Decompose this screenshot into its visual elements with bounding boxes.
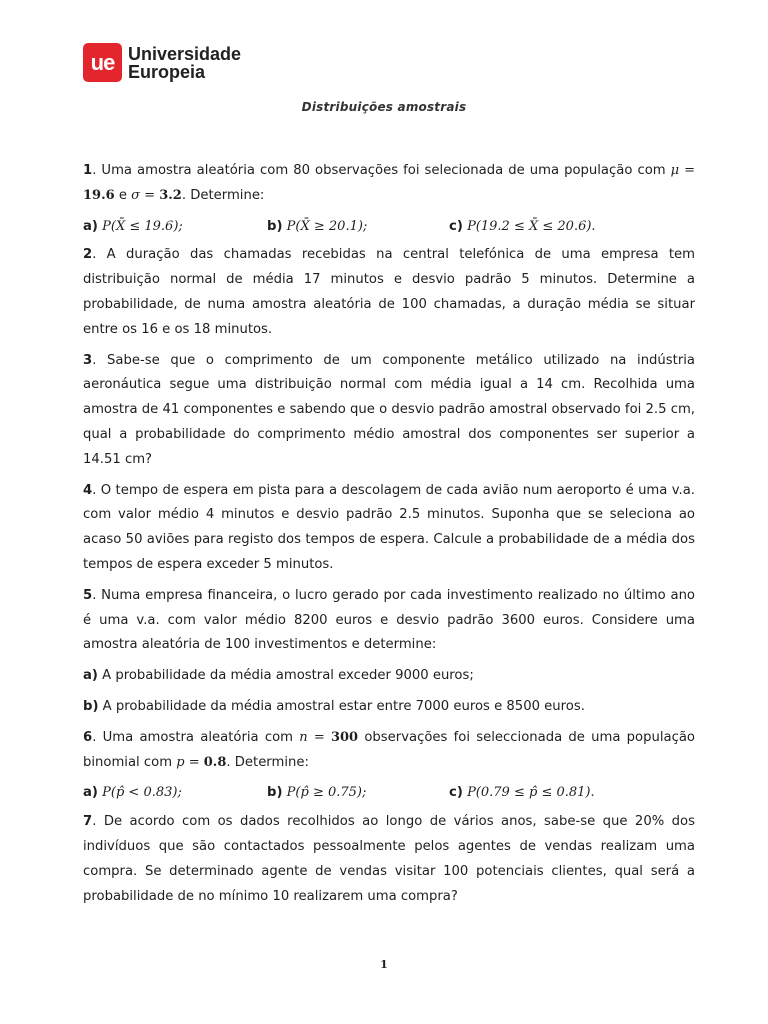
exercise-5-item-a: [83, 664, 695, 689]
item-expression: P(0.79 ≤ p̂ ≤ 0.81).: [467, 785, 595, 801]
sigma-value: 3.2: [159, 187, 182, 203]
exercise-7: [83, 810, 695, 909]
item-label: a): [83, 785, 98, 801]
page-title: Distribuições amostrais: [301, 100, 467, 114]
n-symbol: n =: [299, 729, 331, 745]
exercise-4: [83, 479, 695, 578]
logo-line-2: Europeia: [128, 61, 206, 82]
item-label: b): [267, 785, 283, 801]
exercise-text: . De acordo com os dados recolhidos ao longo de vários anos, sabe-se que 20% dos indivíduos que são contactados pessoalmente pelos agentes de vendas realizam uma compra. Se determinado agente de vendas visitar 100 potenciais clientes, qual será a probabilidade de no mínimo 10 realizarem uma compra?: [83, 814, 695, 904]
exercise-number: 6: [83, 729, 93, 745]
exercise-text-end: . Determine:: [181, 187, 265, 203]
item-text: A probabilidade da média amostral exceder 9000 euros;: [97, 668, 474, 684]
logo-line-1: Universidade: [128, 43, 242, 64]
exercise-number: 5: [83, 587, 93, 603]
logo-text: [128, 45, 241, 81]
item-label: c): [449, 785, 463, 801]
exercise-1-items: [83, 215, 695, 240]
university-logo: [83, 43, 241, 82]
exercise-text: . Numa empresa financeira, o lucro gerado por cada investimento realizado no último ano é uma v.a. com valor médio 8200 euros e desvio padrão 3600 euros. Considere uma amostra aleatória de 100 investimentos e determine:: [83, 587, 695, 653]
exercise-text-end: . Determine:: [226, 754, 309, 770]
item-c: [449, 215, 596, 240]
item-expression: P(p̂ < 0.83);: [102, 785, 182, 801]
exercise-6-items: [83, 781, 695, 806]
item-expression: P(p̂ ≥ 0.75);: [286, 785, 367, 801]
exercise-number: 2: [83, 247, 93, 263]
exercise-text: . A duração das chamadas recebidas na central telefónica de uma empresa tem distribuição normal de média 17 minutos e desvio padrão 5 minutos. Determine a probabilidade, de numa amostra aleatória de 100 chamadas, a duração média se situar entre os 16 e os 18 minutos.: [83, 247, 695, 337]
exercise-1: [83, 159, 695, 209]
item-b: [267, 781, 449, 806]
item-text: A probabilidade da média amostral estar entre 7000 euros e 8500 euros.: [98, 698, 585, 714]
item-expression: P(X̄ ≥ 20.1);: [286, 218, 368, 234]
item-expression: P(X̄ ≤ 19.6);: [102, 218, 183, 234]
item-label: c): [449, 218, 463, 234]
exercise-text: . O tempo de espera em pista para a descolagem de cada avião num aeroporto é uma v.a. com valor médio 4 minutos e desvio padrão 2.5 minutos. Suponha que se seleciona ao acaso 50 aviões para registo dos tempos de espera. Calcule a probabilidade de a média dos tempos de espera exceder 5 minutos.: [83, 482, 695, 572]
item-label: b): [267, 218, 283, 234]
exercise-number: 3: [83, 352, 93, 368]
item-expression: P(19.2 ≤ X̄ ≤ 20.6).: [467, 218, 596, 234]
item-label: a): [83, 218, 98, 234]
n-value: 300: [330, 729, 359, 745]
item-label: a): [83, 668, 98, 684]
exercise-text: . Sabe-se que o comprimento de um componente metálico utilizado na indústria aeronáutica segue uma distribuição normal com média igual a 14 cm. Recolhida uma amostra de 41 componentes e sabendo que o desvio padrão amostral observado foi 2.5 cm, qual a probabilidade do comprimento médio amostral dos componentes ser superior a 14.51 cm?: [83, 352, 695, 467]
mu-symbol: μ =: [670, 163, 695, 178]
logo-mark: ue: [83, 43, 122, 82]
exercise-number: 4: [83, 482, 93, 498]
exercise-number: 1: [83, 163, 93, 178]
sigma-symbol: σ =: [131, 187, 160, 203]
exercise-text-mid: observações foi seleccionada de uma população binomial com: [83, 729, 695, 770]
page-number: 1: [380, 958, 388, 971]
exercise-5: [83, 584, 695, 658]
exercise-text: . Uma amostra aleatória com: [92, 729, 300, 745]
conjunction: e: [114, 187, 132, 203]
p-symbol: p =: [176, 754, 204, 770]
exercise-number: 7: [83, 814, 93, 830]
exercise-3: [83, 349, 695, 473]
exercise-2: [83, 243, 695, 342]
item-c: [449, 781, 595, 806]
exercise-5-item-b: [83, 695, 695, 720]
mu-value: 19.6: [83, 187, 115, 203]
item-a: [83, 781, 267, 806]
item-b: [267, 215, 449, 240]
exercise-list: [83, 159, 695, 915]
item-label: b): [83, 698, 99, 714]
p-value: 0.8: [203, 754, 227, 770]
exercise-6: [83, 726, 695, 776]
exercise-text: . Uma amostra aleatória com 80 observações foi selecionada de uma população com: [92, 163, 666, 178]
item-a: [83, 215, 267, 240]
